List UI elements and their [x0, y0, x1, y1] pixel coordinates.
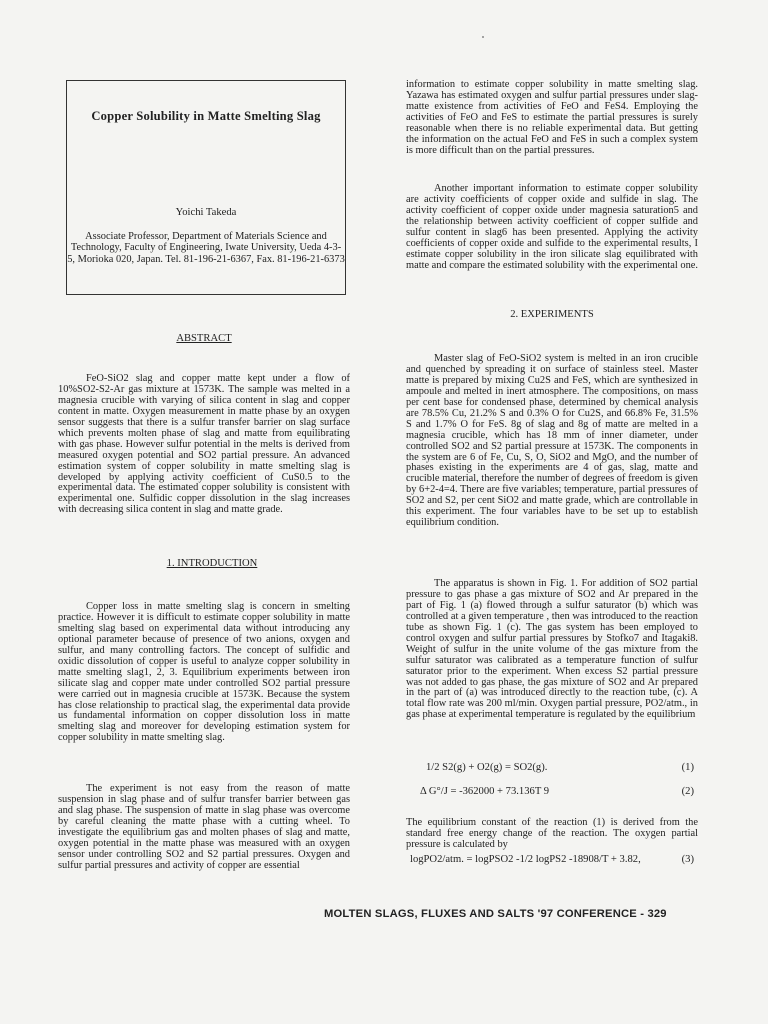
experiments-paragraph-1: Master slag of FeO-SiO2 system is melted in an iron crucible and quenched by spreading it on surface of stainless steel. Master matte is prepared by mixing Cu2S and FeS, which are synthesized in ampoule and melted in inert atmosphere. The compositions, on mass per cent base for condensed phase, determined by chemical analysis are 78.5% Cu, 21.2% S and 0.3% O for Cu2S, and 66.8% Fe, 31.5% S and 1.7% O for FeS. 8g of slag and 8g of matte are melted in a magnesia crucible, which has 18 mm of inner diameter, under controlled SO2 and S2 partial pressure at 1573K. The components in the system are 6 of Fe, Cu, S, O, SiO2 and MgO, and the number of phases existing in the experiments are 4 of gas, slag, matte and crucible material, therefore the number of degrees of freedom is given by 6+2-4=4. There are five variables; temperature, partial pressures of SO2 and S2, per cent SiO2 and matte grade, which are controllable in this experiment. The four variables have to be set up to establish equilibrium condition.	[406, 353, 698, 528]
abstract-heading: ABSTRACT	[176, 333, 232, 344]
equation-3-number: (3)	[681, 854, 694, 865]
equation-3-body: logPO2/atm. = logPSO2 -1/2 logPS2 -18908/T + 3.82,	[410, 854, 641, 865]
title-box	[66, 80, 346, 295]
equation-2-body: Δ G°/J = -362000 + 73.136T 9	[420, 786, 550, 797]
author-affiliation: Associate Professor, Department of Materials Science and Technology, Faculty of Engineering, Iwate University, Ueda 4-3-5, Morioka 020, Japan. Tel. 81-196-21-6367, Fax. 81-196-21-6373	[67, 231, 345, 265]
abstract-text: FeO-SiO2 slag and copper matte kept under a flow of 10%SO2-S2-Ar gas mixture at 1573K. The sample was melted in a magnesia crucible with varying of silica content in slag and copper content in matte. Oxygen measurement in matte phase by an oxygen sensor suggests that there is a sulfur transfer barrier on slag surface which prevents molten phase of slag and matte from equilibrating with gas phase. However sulfur potential in the melts is derived from measured oxygen potential and SO2 partial pressure. An advanced estimation system of copper solubility in matte smelting slag is developed by applying activity coefficient of CuS0.5 to the experimental data. The estimated copper solubility is consistent with experimental one. Sulfidic copper dissolution in the slag increases with decreasing silica content in slag and matte grade.	[58, 373, 350, 516]
introduction-heading: 1. INTRODUCTION	[166, 558, 258, 569]
introduction-paragraph-3: information to estimate copper solubility in matte smelting slag. Yazawa has estimated oxygen and sulfur partial pressures under slag-matte existence from activities of FeO and FeS4. Employing the activities of FeO and FeS to estimate the partial pressures is surely reasonable when there is no reliable experimental data. But getting the information on the actual FeO and FeS in such a complex system is more difficult than on the partial pressures.	[406, 79, 698, 156]
equation-1-body: 1/2 S2(g) + O2(g) = SO2(g).	[426, 762, 548, 773]
equation-2-number: (2)	[681, 786, 694, 797]
stray-dot	[482, 36, 484, 38]
introduction-paragraph-4: Another important information to estimate copper solubility are activity coefficients of copper oxide and sulfide in slag. The activity coefficient of copper oxide under magnesia saturation5 and the relationship between activity coefficient of copper sulfide and sulfur content in slag6 has been presented. Applying the activity coefficients of copper oxide and sulfide to the experimental results, I estimate copper solubility in the iron silicate slag equilibrated with matte and compare the estimated solubility with the experimental one.	[406, 183, 699, 271]
experiments-paragraph-3: The equilibrium constant of the reaction (1) is derived from the standard free energy change of the reaction. The oxygen partial pressure is calculated by	[406, 817, 698, 851]
experiments-heading: 2. EXPERIMENTS	[510, 309, 594, 320]
introduction-paragraph-1: Copper loss in matte smelting slag is concern in smelting practice. However it is difficult to estimate copper solubility in matte smelting slag based on experimental data without introducing any optional parameter because of presence of two anions, oxygen and sulfur, and many controlling factors. The concept of sulfidic and oxidic dissolution of copper is useful to analyze copper solubility in matte smelting slag1, 2, 3. Equilibrium experiments between iron silicate slag and copper mate under controlled SO2 partial pressure were carried out in magnesia crucible at 1573K. Because the system has close relationship to practical slag, the experimental data provide us fundamental information on copper dissolution loss in matte smelting slag and moreover for developing estimation system for copper solubility in matte smelting slag.	[58, 601, 350, 744]
experiments-paragraph-2: The apparatus is shown in Fig. 1. For addition of SO2 partial pressure to gas phase a gas mixture of SO2 and Ar prepared in the part of Fig. 1 (a) flowed through a sulfur saturator (b) which was controlled at a given temperature , then was introduced to the reaction tube as shown Fig. 1 (c). The gas system has been employed to control oxygen and sulfur partial pressures by Stofko7 and Itagaki8. Weight of sulfur in the unite volume of the gas mixture from the sulfur saturator was calibrated as a temperature function of sulfur saturator prior to the experiment. When excess S2 partial pressure was not added to gas phase, the gas mixture of SO2 and Ar prepared in the part of (a) was introduced directly to the reaction tube, (c). A total flow rate was 200 ml/min. Oxygen partial pressure, PO2/atm., in gas phase at experimental temperature is regulated by the equilibrium	[406, 578, 698, 721]
introduction-paragraph-2: The experiment is not easy from the reason of matte suspension in slag phase and of sulfur transfer barrier between gas and slag phase. The suspension of matte in slag phase was overcome by careful cleaning the matte phase with a cutting wheel. To investigate the equilibrium gas and molten phases of slag and matte, oxygen potential in the matte phase was measured with an oxygen sensor under controlling SO2 and S2 partial pressures. Oxygen and sulfur partial pressures and activity of copper are essential	[58, 783, 350, 871]
equation-1-number: (1)	[681, 762, 694, 773]
author-name: Yoichi Takeda	[175, 207, 237, 218]
page-footer: MOLTEN SLAGS, FLUXES AND SALTS '97 CONFERENCE - 329	[324, 908, 667, 920]
paper-title: Copper Solubility in Matte Smelting Slag	[91, 109, 321, 123]
